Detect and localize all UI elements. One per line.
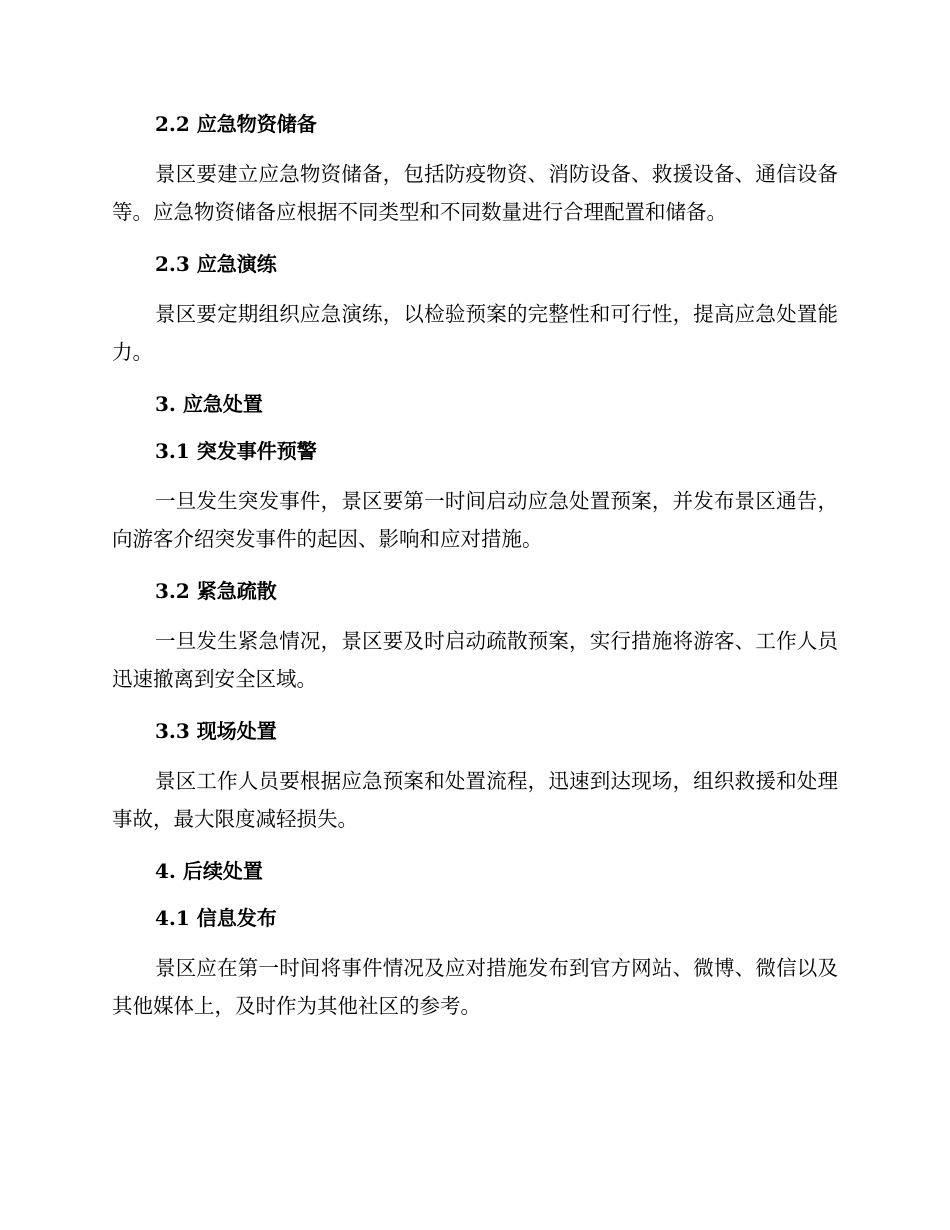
section-heading-3-1: 3.1 突发事件预警 [155, 439, 317, 463]
section-heading-2-2: 2.2 应急物资储备 [155, 112, 317, 136]
section-heading-4: 4. 后续处置 [155, 859, 263, 883]
paragraph-info-release: 景区应在第一时间将事件情况及应对措施发布到官方网站、微博、微信以及其他媒体上，及时作为其他社区的参考。 [112, 956, 838, 1018]
section-heading-3: 3. 应急处置 [155, 392, 263, 416]
section-heading-4-1: 4.1 信息发布 [155, 906, 277, 930]
section-heading-2-3: 2.3 应急演练 [155, 252, 277, 276]
paragraph-evacuation: 一旦发生紧急情况，景区要及时启动疏散预案，实行措施将游客、工作人员迅速撤离到安全区域。 [112, 629, 838, 691]
paragraph-emergency-supplies: 景区要建立应急物资储备，包括防疫物资、消防设备、救援设备、通信设备等。应急物资储备应根据不同类型和不同数量进行合理配置和储备。 [112, 162, 838, 224]
paragraph-emergency-drill: 景区要定期组织应急演练，以检验预案的完整性和可行性，提高应急处置能力。 [112, 302, 838, 364]
section-heading-3-3: 3.3 现场处置 [155, 719, 277, 743]
document-page [112, 108, 838, 1042]
paragraph-incident-warning: 一旦发生突发事件，景区要第一时间启动应急处置预案，并发布景区通告，向游客介绍突发事件的起因、影响和应对措施。 [112, 489, 838, 551]
paragraph-onsite-handling: 景区工作人员要根据应急预案和处置流程，迅速到达现场，组织救援和处理事故，最大限度减轻损失。 [112, 769, 838, 831]
section-heading-3-2: 3.2 紧急疏散 [155, 579, 277, 603]
